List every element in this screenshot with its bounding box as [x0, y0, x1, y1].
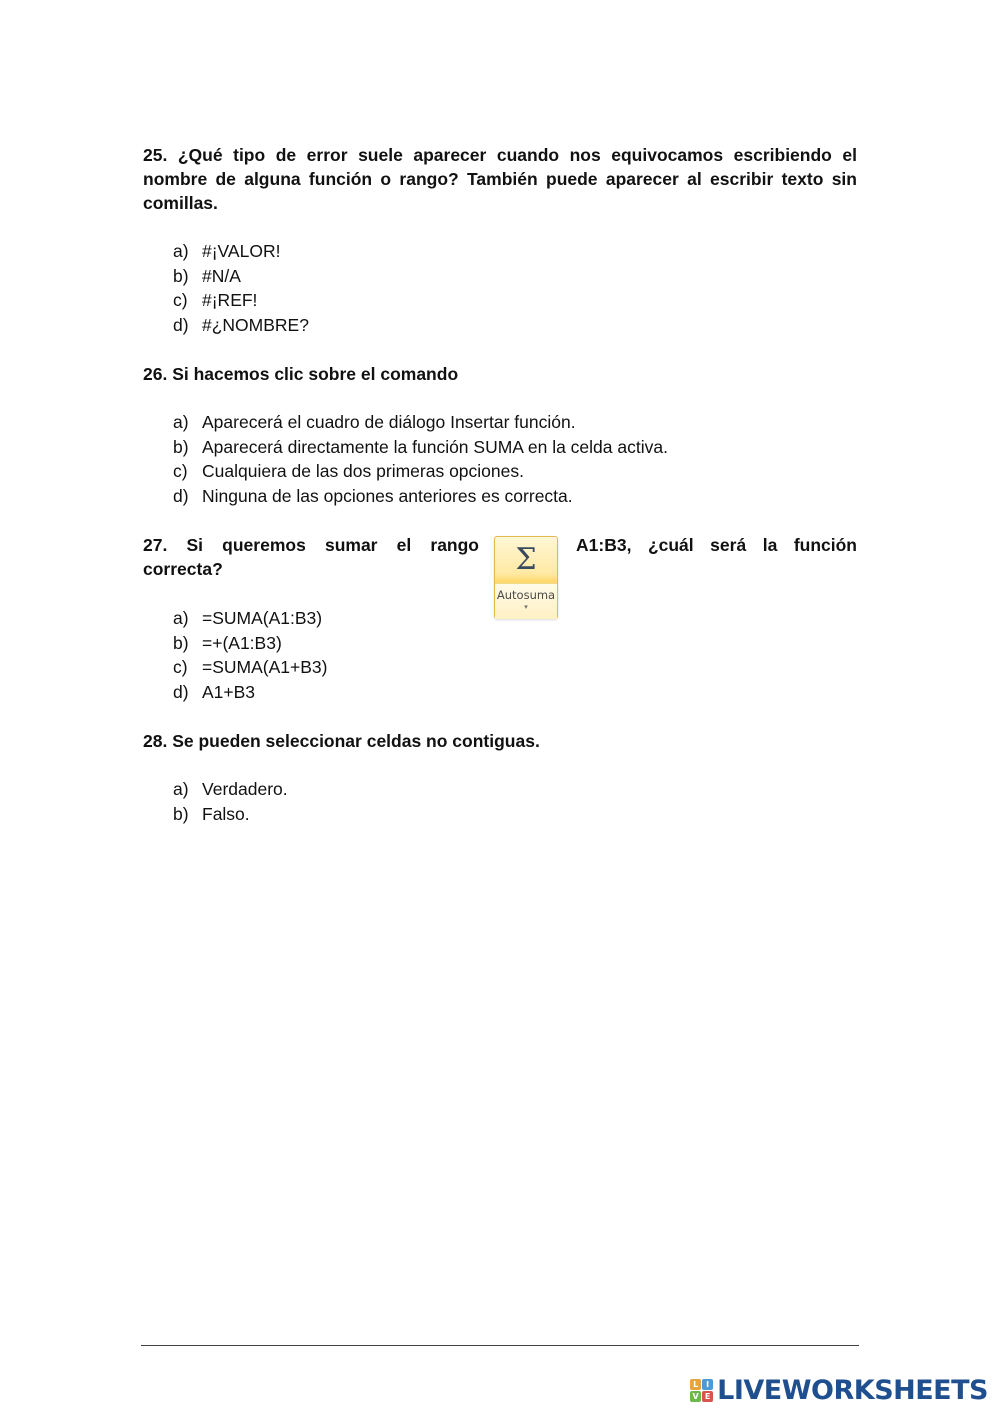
option-letter: c): [173, 461, 188, 481]
question-28-text: 28. Se pueden seleccionar celdas no contiguas.: [143, 731, 540, 751]
option-item[interactable]: [173, 802, 288, 827]
chevron-down-icon: ▾: [524, 604, 528, 611]
autosum-icon-area: [495, 537, 557, 583]
option-letter: a): [173, 779, 189, 799]
option-item[interactable]: [173, 288, 309, 313]
question-27-options: [173, 606, 327, 704]
option-text: Aparecerá el cuadro de diálogo Insertar función.: [202, 412, 576, 432]
option-item[interactable]: [173, 631, 327, 656]
option-text: Verdadero.: [202, 779, 288, 799]
autosum-label-area: [495, 583, 557, 619]
option-text: Aparecerá directamente la función SUMA en la celda activa.: [202, 436, 668, 457]
question-27-text-left: 27. Si queremos sumar el rango: [143, 535, 479, 555]
option-text: A1+B3: [202, 681, 256, 702]
option-text: #¡VALOR!: [202, 241, 281, 261]
option-text: Ninguna de las opciones anteriores es correcta.: [202, 485, 573, 506]
option-letter: a): [173, 412, 189, 432]
option-text: #N/A: [202, 265, 241, 286]
option-item[interactable]: [173, 313, 309, 338]
option-letter: c): [173, 657, 188, 677]
option-letter: c): [173, 290, 188, 310]
option-letter: d): [173, 681, 189, 702]
option-letter: b): [173, 436, 189, 457]
option-item[interactable]: [173, 606, 327, 631]
question-25-options: [173, 239, 309, 337]
option-item[interactable]: [173, 459, 668, 484]
logo-tile: E: [702, 1391, 713, 1402]
option-item[interactable]: [173, 655, 327, 680]
option-item[interactable]: [173, 777, 288, 802]
option-item[interactable]: [173, 239, 309, 264]
option-text: Falso.: [202, 803, 250, 824]
liveworksheets-brand: [690, 1374, 988, 1406]
logo-tile: I: [702, 1379, 713, 1390]
option-letter: a): [173, 608, 189, 628]
option-letter: b): [173, 803, 189, 824]
option-item[interactable]: [173, 680, 327, 705]
question-25-text: 25. ¿Qué tipo de error suele aparecer cuando nos equivocamos escribiendo el nombre de alguna función o rango? También puede aparecer al escribir texto sin comillas.: [143, 145, 857, 213]
liveworksheets-logo-icon: [690, 1379, 713, 1402]
option-text: #¿NOMBRE?: [202, 314, 309, 335]
option-letter: a): [173, 241, 189, 261]
option-text: =SUMA(A1:B3): [202, 608, 323, 628]
option-item[interactable]: [173, 484, 668, 509]
option-text: Cualquiera de las dos primeras opciones.: [202, 461, 524, 481]
logo-tile: L: [690, 1379, 701, 1390]
option-text: =SUMA(A1+B3): [202, 657, 328, 677]
option-item[interactable]: [173, 264, 309, 289]
option-text: #¡REF!: [202, 290, 258, 310]
footer-divider: [141, 1345, 859, 1346]
option-text: =+(A1:B3): [202, 632, 282, 653]
question-26-options: [173, 410, 668, 508]
option-letter: d): [173, 314, 189, 335]
option-letter: b): [173, 632, 189, 653]
logo-tile: V: [690, 1391, 701, 1402]
question-28-options: [173, 777, 288, 826]
brand-name: LIVEWORKSHEETS: [717, 1374, 988, 1406]
autosum-button[interactable]: [494, 536, 558, 619]
option-item[interactable]: [173, 435, 668, 460]
option-letter: d): [173, 485, 189, 506]
question-27-text-right: A1:B3, ¿cuál será la función: [576, 535, 857, 555]
option-letter: b): [173, 265, 189, 286]
question-26-text: 26. Si hacemos clic sobre el comando: [143, 364, 459, 384]
autosum-label: Autosuma: [496, 588, 556, 602]
sigma-icon: Σ: [515, 542, 537, 577]
option-item[interactable]: [173, 410, 668, 435]
question-27-text-continuation: correcta?: [143, 559, 223, 579]
